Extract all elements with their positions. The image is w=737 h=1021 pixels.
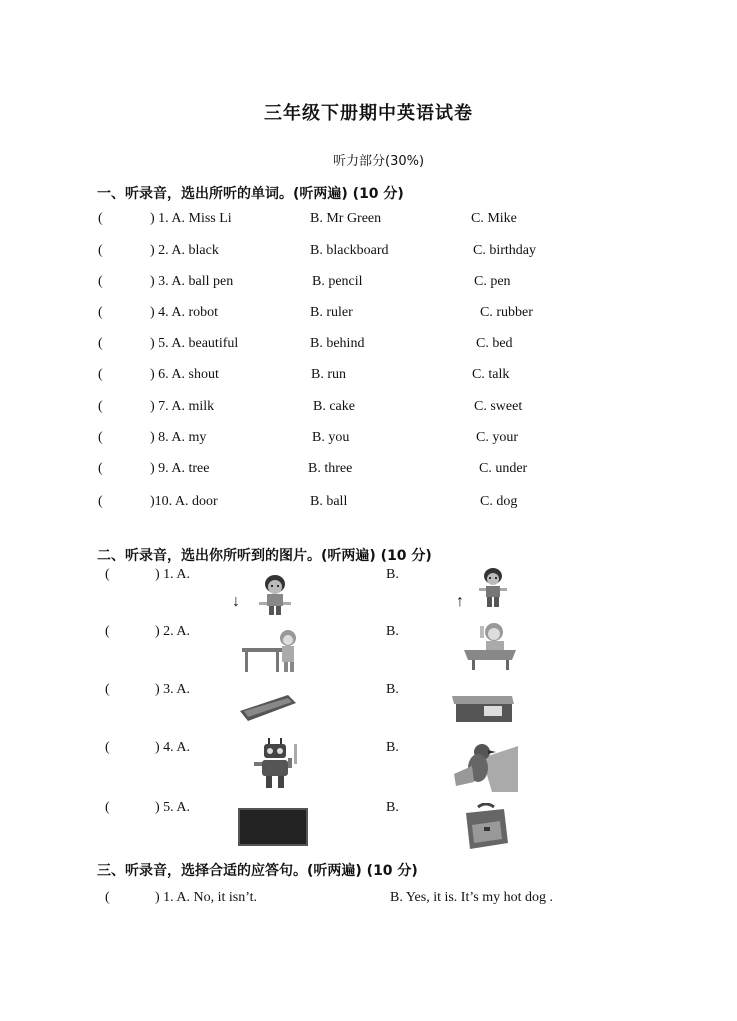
s1-q6-c-option: C. talk (472, 367, 510, 382)
girl-at-desk-icon (240, 628, 302, 674)
s1-q9-c-option: C. under (479, 461, 528, 476)
open-box-icon (450, 690, 516, 724)
bird-on-branch-icon (452, 738, 520, 794)
blackboard-icon (238, 808, 308, 846)
s2-q1-label: ) 1. A. (155, 567, 190, 582)
paren-open: ( (98, 211, 103, 226)
boy-at-desk-icon (462, 620, 518, 672)
paren-open: ( (98, 430, 103, 445)
s1-q6-b-option: B. run (311, 367, 346, 382)
s1-q3-b-option: B. pencil (312, 274, 363, 289)
arrow-down-icon: ↓ (232, 593, 240, 610)
boy-pointing-up-icon (476, 566, 510, 608)
s2-q5-label: ) 5. A. (155, 800, 190, 815)
s1-q3-c-option: C. pen (474, 274, 511, 289)
s1-q5-c-option: C. bed (476, 336, 513, 351)
paren-open: ( (98, 274, 103, 289)
school-bag-icon (460, 803, 512, 851)
s1-q2-c-option: C. birthday (473, 243, 536, 258)
paren-open: ( (98, 494, 103, 509)
section2-heading: 二、听录音，选出你所听到的图片。(听两遍) (10 分) (97, 548, 432, 564)
paren-open: ( (105, 682, 110, 697)
s1-q8-a-option: ) 8. A. my (150, 430, 207, 445)
boy-pointing-down-icon (255, 572, 295, 616)
s1-q4-b-option: B. ruler (310, 305, 353, 320)
paren-open: ( (98, 399, 103, 414)
paren-open: ( (105, 624, 110, 639)
paren-open: ( (98, 336, 103, 351)
s1-q3-a-option: ) 3. A. ball pen (150, 274, 234, 289)
s1-q4-c-option: C. rubber (480, 305, 533, 320)
section1-heading: 一、听录音，选出所听的单词。(听两遍) (10 分) (97, 186, 404, 202)
s2-q4-label: ) 4. A. (155, 740, 190, 755)
s1-q2-b-option: B. blackboard (310, 243, 389, 258)
s2-q3-b-label: B. (386, 682, 399, 697)
s1-q10-a-option: )10. A. door (150, 494, 218, 509)
paren-open: ( (105, 567, 110, 582)
paren-open: ( (105, 740, 110, 755)
pencil-case-icon (236, 693, 298, 723)
s1-q5-b-option: B. behind (310, 336, 365, 351)
paren-open: ( (105, 800, 110, 815)
s1-q5-a-option: ) 5. A. beautiful (150, 336, 239, 351)
paren-open: ( (98, 243, 103, 258)
s2-q4-b-label: B. (386, 740, 399, 755)
page-title: 三年级下册期中英语试卷 (264, 103, 473, 124)
s1-q4-a-option: ) 4. A. robot (150, 305, 219, 320)
s1-q8-c-option: C. your (476, 430, 518, 445)
s1-q10-b-option: B. ball (310, 494, 348, 509)
s1-q9-a-option: ) 9. A. tree (150, 461, 210, 476)
page-subtitle: 听力部分(30%) (333, 154, 425, 169)
s1-q6-a-option: ) 6. A. shout (150, 367, 219, 382)
s1-q7-a-option: ) 7. A. milk (150, 399, 215, 414)
s1-q7-b-option: B. cake (313, 399, 355, 414)
s2-q5-b-label: B. (386, 800, 399, 815)
s3-q1-label: ) 1. A. No, it isn’t. (155, 890, 258, 905)
s2-q2-b-label: B. (386, 624, 399, 639)
s1-q2-a-option: ) 2. A. black (150, 243, 219, 258)
arrow-up-icon: ↑ (456, 593, 464, 610)
paren-open: ( (105, 890, 110, 905)
s1-q1-a-option: ) 1. A. Miss Li (150, 211, 232, 226)
s2-q2-label: ) 2. A. (155, 624, 190, 639)
s2-q1-b-label: B. (386, 567, 399, 582)
s1-q9-b-option: B. three (308, 461, 353, 476)
s1-q1-c-option: C. Mike (471, 211, 517, 226)
section3-heading: 三、听录音，选择合适的应答句。(听两遍) (10 分) (97, 863, 418, 879)
s3-q1-b-label: B. Yes, it is. It’s my hot dog . (390, 890, 553, 905)
paren-open: ( (98, 461, 103, 476)
s1-q7-c-option: C. sweet (474, 399, 523, 414)
paren-open: ( (98, 305, 103, 320)
s1-q1-b-option: B. Mr Green (310, 211, 382, 226)
robot-icon (250, 736, 302, 792)
s2-q3-label: ) 3. A. (155, 682, 190, 697)
paren-open: ( (98, 367, 103, 382)
s1-q8-b-option: B. you (312, 430, 350, 445)
s1-q10-c-option: C. dog (480, 494, 518, 509)
